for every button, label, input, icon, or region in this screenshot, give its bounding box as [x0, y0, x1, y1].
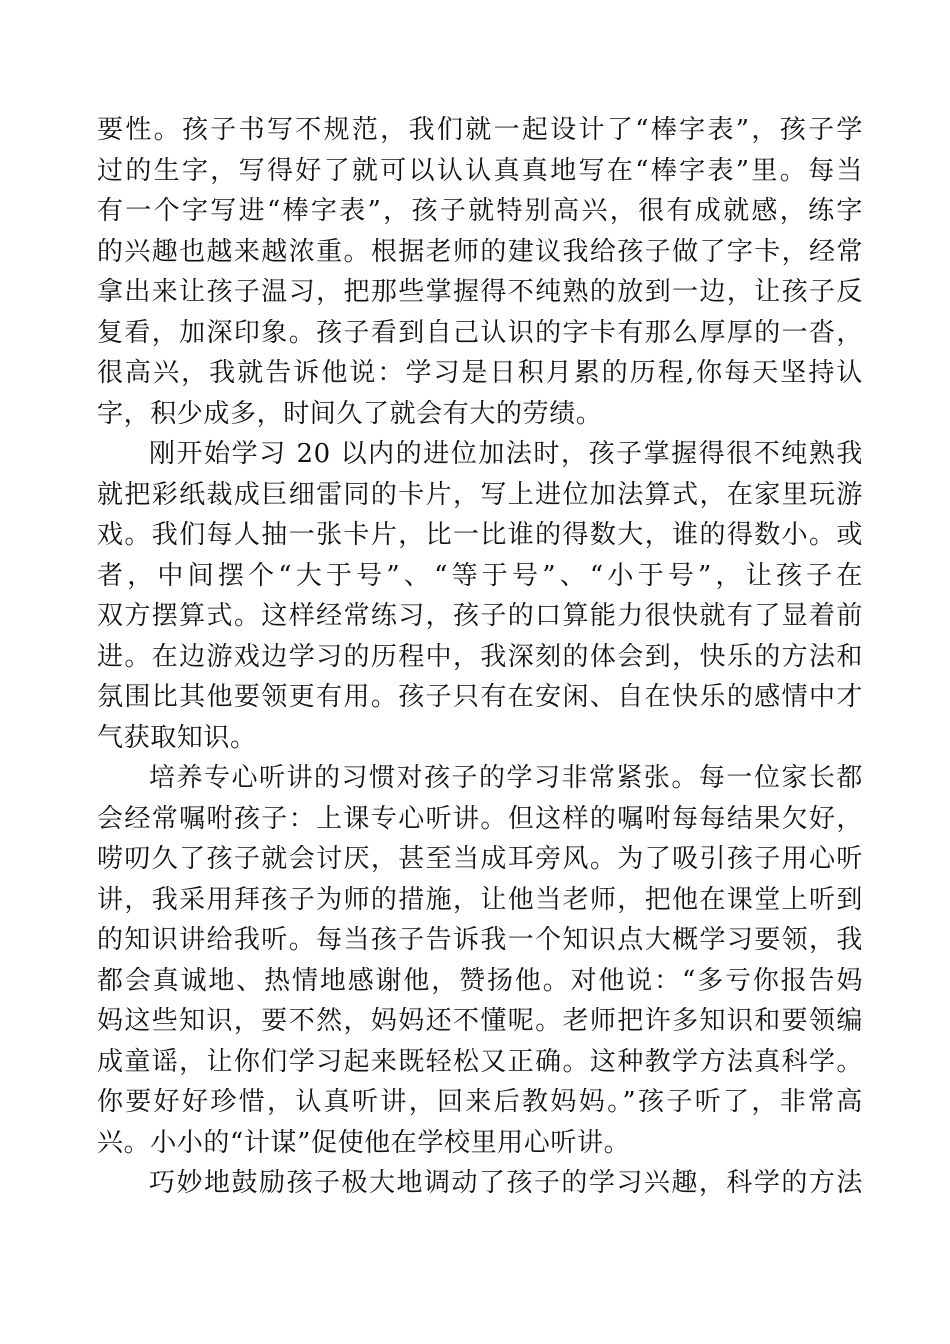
text-line: 氛围比其他要领更有用。孩子只有在安闲、自在快乐的感情中才: [97, 682, 863, 712]
text-line: 很高兴，我就告诉他说：学习是日积月累的历程,你每天坚持认: [97, 358, 863, 388]
paragraph-first-line: 刚开始学习 20 以内的进位加法时，孩子掌握得很不纯熟我: [149, 439, 863, 469]
text-line: 进。在边游戏边学习的历程中，我深刻的体会到，快乐的方法和: [97, 641, 863, 672]
text-line: 气获取知识。: [97, 722, 257, 753]
text-line: 你要好好珍惜，认真听讲，回来后教妈妈。”孩子听了，非常高: [97, 1087, 863, 1117]
text-line: 都会真诚地、热情地感谢他，赞扬他。对他说：“多亏你报告妈: [97, 965, 863, 996]
text-line: 字，积少成多，时间久了就会有大的劳绩。: [97, 398, 603, 429]
paragraph-first-line: 培养专心听讲的习惯对孩子的学习非常紧张。每一位家长都: [149, 763, 863, 793]
text-line: 有一个字写进“棒字表”，孩子就特别高兴，很有成就感，练字: [97, 196, 863, 226]
text-line: 会经常嘱咐孩子：上课专心听讲。但这样的嘱咐每每结果欠好，: [97, 803, 863, 834]
paragraph-first-line: 巧妙地鼓励孩子极大地调动了孩子的学习兴趣，科学的方法: [149, 1168, 863, 1198]
text-line: 的兴趣也越来越浓重。根据老师的建议我给孩子做了字卡，经常: [97, 236, 863, 267]
document-body: [97, 110, 863, 1204]
text-line: 讲，我采用拜孩子为师的措施，让他当老师，把他在课堂上听到: [97, 884, 863, 915]
text-line: 双方摆算式。这样经常练习，孩子的口算能力很快就有了显着前: [97, 601, 863, 631]
text-line: 唠叨久了孩子就会讨厌，甚至当成耳旁风。为了吸引孩子用心听: [97, 844, 863, 874]
text-line: 妈这些知识，要不然，妈妈还不懂呢。老师把许多知识和要领编: [97, 1006, 863, 1036]
text-line: 的知识讲给我听。每当孩子告诉我一个知识点大概学习要领，我: [97, 925, 863, 955]
text-line: 复看，加深印象。孩子看到自己认识的字卡有那么厚厚的一沓，: [97, 317, 863, 348]
text-line: 者，中间摆个“大于号”、“等于号”、“小于号”，让孩子在: [97, 560, 863, 591]
text-line: 就把彩纸裁成巨细雷同的卡片，写上进位加法算式，在家里玩游: [97, 479, 863, 510]
text-line: 戏。我们每人抽一张卡片，比一比谁的得数大，谁的得数小。或: [97, 520, 863, 550]
text-line: 兴。小小的“计谋”促使他在学校里用心听讲。: [97, 1127, 631, 1158]
text-line: 要性。孩子书写不规范，我们就一起设计了“棒字表”，孩子学: [97, 115, 863, 145]
text-line: 拿出来让孩子温习，把那些掌握得不纯熟的放到一边，让孩子反: [97, 277, 863, 307]
text-line: 成童谣，让你们学习起来既轻松又正确。这种教学方法真科学。: [97, 1046, 863, 1077]
text-line: 过的生字，写得好了就可以认认真真地写在“棒字表”里。每当: [97, 155, 863, 186]
